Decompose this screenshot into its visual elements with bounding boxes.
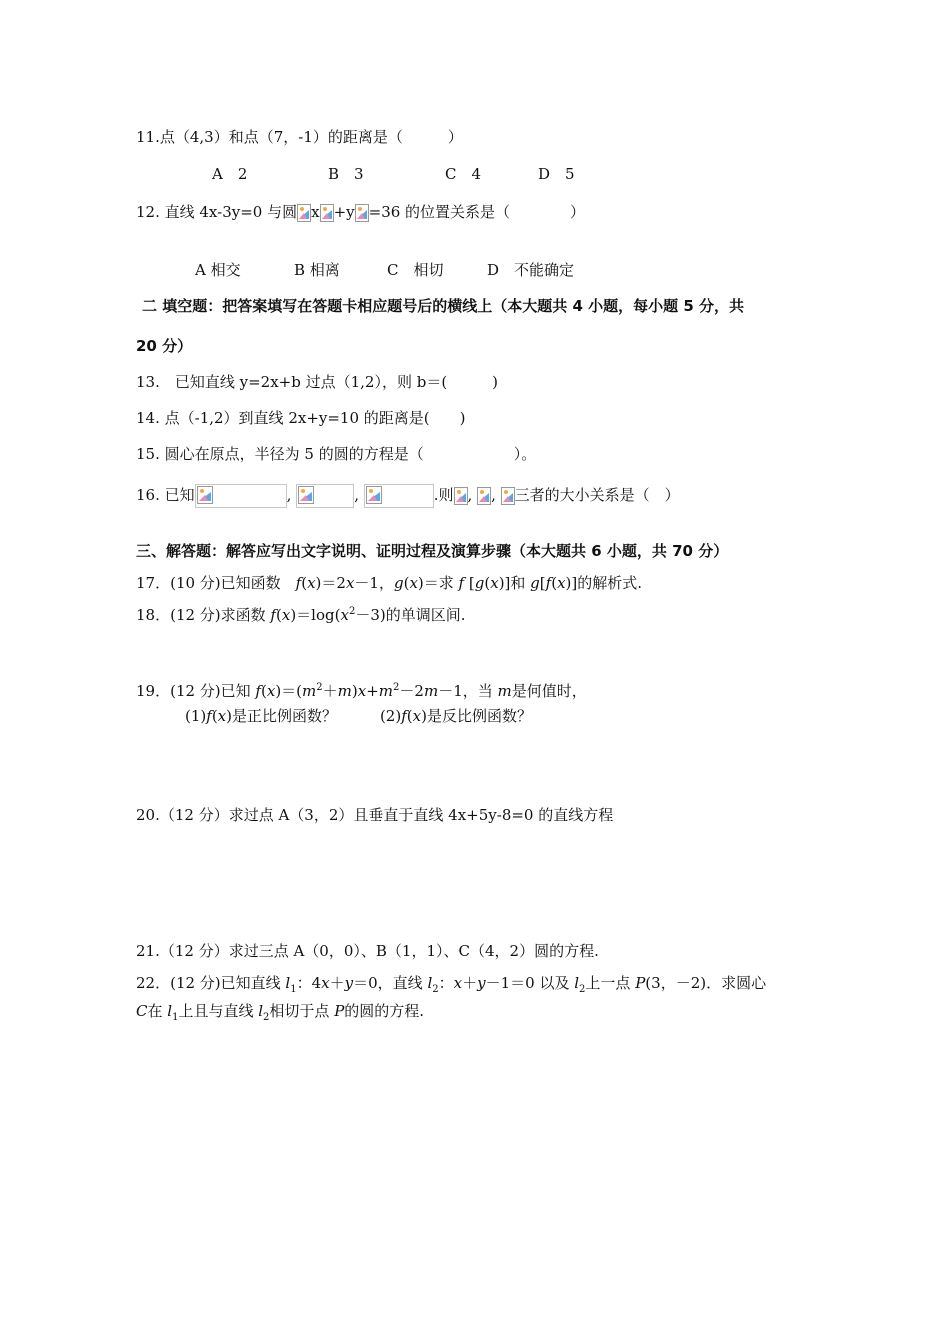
q19-var: x xyxy=(357,682,367,700)
broken-image-icon xyxy=(297,204,311,222)
q16-comma: , xyxy=(286,486,292,504)
broken-image-icon xyxy=(197,486,213,504)
question-16 xyxy=(136,483,680,508)
image-placeholder xyxy=(296,484,354,508)
q19-var: x xyxy=(266,682,276,700)
q12-option-c: C 相切 xyxy=(387,261,444,279)
q12-prefix: 12. 直线 4x-3y=0 与圆 xyxy=(136,203,298,221)
q17-text: －1， xyxy=(354,574,394,592)
question-13: 13. 已知直线 y=2x+b 过点（1,2），则 b＝( ) xyxy=(136,373,499,391)
q18-sup: 2 xyxy=(348,606,356,617)
question-14: 14. 点（-1,2）到直线 2x+y=10 的距离是( ) xyxy=(136,409,466,427)
question-21: 21.（12 分）求过三点 A（0，0）、B（1，1）、C（4，2）圆的方程. xyxy=(136,942,599,960)
q22-var: y xyxy=(477,974,486,992)
q11-option-a: A 2 xyxy=(212,165,248,183)
q19-text: ＋ xyxy=(322,682,338,700)
q22-text: ：4 xyxy=(296,974,322,992)
section-2-heading-cont: 20 分） xyxy=(136,337,193,355)
q22-var: P xyxy=(334,1002,345,1020)
q11-option-b: B 3 xyxy=(328,165,364,183)
q19-var: f xyxy=(401,707,407,725)
q17-text: ( xyxy=(403,574,410,592)
q22-text: 上且与直线 xyxy=(178,1002,259,1020)
q17-var: x xyxy=(490,574,499,592)
q12-y: +y xyxy=(333,203,355,221)
broken-image-icon xyxy=(454,487,468,505)
q22-var: x xyxy=(321,974,330,992)
q12-option-a: A 相交 xyxy=(195,261,241,279)
broken-image-icon xyxy=(366,486,382,504)
question-11: 11.点（4,3）和点（7，-1）的距离是（ ） xyxy=(136,128,463,146)
q17-text: )＝2 xyxy=(315,574,346,592)
broken-image-icon xyxy=(298,486,314,504)
q19-var: x xyxy=(217,707,227,725)
q19-text: －2 xyxy=(399,682,424,700)
q19-part2: (2) xyxy=(379,707,402,725)
q22-var: l xyxy=(167,1002,173,1020)
q16-comma: , xyxy=(491,486,496,504)
q19-var: m xyxy=(378,682,394,700)
q17-text: ( xyxy=(301,574,308,592)
q22-text: ＝0，直线 xyxy=(353,974,428,992)
q19-var: f xyxy=(255,682,261,700)
question-19-parts: (1)f(x)是正比例函数？ (2)f(x)是反比例函数？ xyxy=(185,707,532,725)
q19-var: m xyxy=(337,682,352,700)
q22-text: ＋ xyxy=(329,974,345,992)
q16-comma: , xyxy=(354,486,359,504)
question-19: 19．(12 分)已知 $f(x)=(m^2+m)x+m^2-2m-1$，当 m是何值时， xyxy=(136,682,587,700)
q17-var: g xyxy=(393,574,404,592)
q19-part1-text: 是正比例函数？ xyxy=(232,707,338,725)
q19-part2-text: 是反比例函数？ xyxy=(426,707,532,725)
q19-var: x xyxy=(412,707,422,725)
q12-suffix: =36 的位置关系是（ ） xyxy=(368,203,586,221)
q19-part1: (1) xyxy=(185,707,207,725)
q12-option-d: D 不能确定 xyxy=(487,261,575,279)
q19-text: ＝( xyxy=(281,682,303,700)
q22-text: 上一点 xyxy=(585,974,636,992)
q18-text: －3)的单调区间. xyxy=(355,606,466,624)
q18-text: 18．(12 分)求函数 xyxy=(136,606,271,624)
q19-sup: 2 xyxy=(393,682,400,693)
q18-var: x xyxy=(281,606,291,624)
q18-var: x xyxy=(340,606,349,624)
question-17: 17．(10 分)已知函数 f(x)＝2x－1，g(x)＝求 f [g(x)]和 g[f(x)]的解析式. xyxy=(136,574,643,592)
q19-var: m xyxy=(302,682,317,700)
q16-comma: , xyxy=(467,486,473,504)
image-placeholder xyxy=(195,484,287,508)
q17-var: x xyxy=(557,574,566,592)
q19-text: －1，当 xyxy=(438,682,498,700)
q17-text: 17．(10 分)已知函数 xyxy=(136,574,296,592)
q12-x: x xyxy=(311,203,320,221)
q22-text: 相切于点 xyxy=(269,1002,335,1020)
q17-var: x xyxy=(345,574,355,592)
q16-prefix: 16. 已知 xyxy=(136,486,195,504)
broken-image-icon xyxy=(501,487,515,505)
q22-text: 22．(12 分)已知直线 xyxy=(136,974,286,992)
q22-text: ＋ xyxy=(462,974,478,992)
q17-var: g xyxy=(530,574,540,592)
q22-var: l xyxy=(258,1002,264,1020)
q17-var: f xyxy=(458,574,465,592)
q19-sup: 2 xyxy=(316,682,323,693)
q19-var: f xyxy=(206,707,212,725)
q22-sub: 2 xyxy=(579,984,586,995)
q11-option-d: D 5 xyxy=(538,165,575,183)
q16-then: .则 xyxy=(433,486,454,504)
q22-var: x xyxy=(453,974,463,992)
q17-var: f xyxy=(545,574,552,592)
section-3-heading: 三、解答题：解答应写出文字说明、证明过程及演算步骤（本大题共 6 小题，共 70 分） xyxy=(136,542,729,560)
broken-image-icon xyxy=(355,204,369,222)
q19-var: m xyxy=(497,682,512,700)
q19-text: 19．(12 分)已知 xyxy=(136,682,256,700)
q18-var: f xyxy=(270,606,276,624)
q22-var: y xyxy=(344,974,354,992)
q17-text: ]的解析式. xyxy=(571,574,643,592)
image-placeholder xyxy=(364,484,434,508)
q12-option-b: B 相离 xyxy=(294,261,340,279)
q17-var: f xyxy=(295,574,302,592)
q22-text: 的圆的方程. xyxy=(344,1002,425,1020)
q22-var: l xyxy=(574,974,580,992)
question-12 xyxy=(136,202,585,222)
q22-var: l xyxy=(285,974,291,992)
q22-text: －1＝0 以及 xyxy=(485,974,575,992)
q22-text: (3，－2)．求圆心 xyxy=(645,974,767,992)
question-22-cont xyxy=(136,1001,424,1028)
question-18: 18．(12 分)求函数 $f(x)=\log(x^2-3)$的单调区间. xyxy=(136,606,466,624)
q19-var: m xyxy=(423,682,439,700)
broken-image-icon xyxy=(477,487,491,505)
q22-sub: 1 xyxy=(290,984,297,995)
q22-sub: 1 xyxy=(172,1012,179,1023)
q19-text: 是何值时， xyxy=(511,682,587,700)
q11-option-c: C 4 xyxy=(445,165,482,183)
q17-var: x xyxy=(307,574,316,592)
question-20: 20.（12 分）求过点 A（3，2）且垂直于直线 4x+5y-8=0 的直线方程 xyxy=(136,806,614,824)
q16-suffix: 三者的大小关系是（ ） xyxy=(514,486,680,504)
q17-var: x xyxy=(409,574,418,592)
q22-text: 在 xyxy=(147,1002,168,1020)
q22-sub: 2 xyxy=(263,1012,270,1023)
q17-text: ＝求 xyxy=(423,574,459,592)
question-15: 15. 圆心在原点，半径为 5 的圆的方程是（ ）。 xyxy=(136,445,537,463)
broken-image-icon xyxy=(320,204,334,222)
question-22 xyxy=(136,973,766,1000)
q18-text: ＝log( xyxy=(296,606,341,624)
q22-var: l xyxy=(427,974,433,992)
section-2-heading: 二 填空题：把答案填写在答题卡相应题号后的横线上（本大题共 4 小题，每小题 5 分，共 xyxy=(142,297,744,315)
q17-text: [ xyxy=(468,574,475,592)
q17-text: ]和 xyxy=(504,574,531,592)
q17-var: g xyxy=(474,574,485,592)
q22-sub: 2 xyxy=(432,984,439,995)
q22-var: P xyxy=(635,974,646,992)
q22-var: C xyxy=(136,1002,148,1020)
q22-text: ： xyxy=(438,974,454,992)
